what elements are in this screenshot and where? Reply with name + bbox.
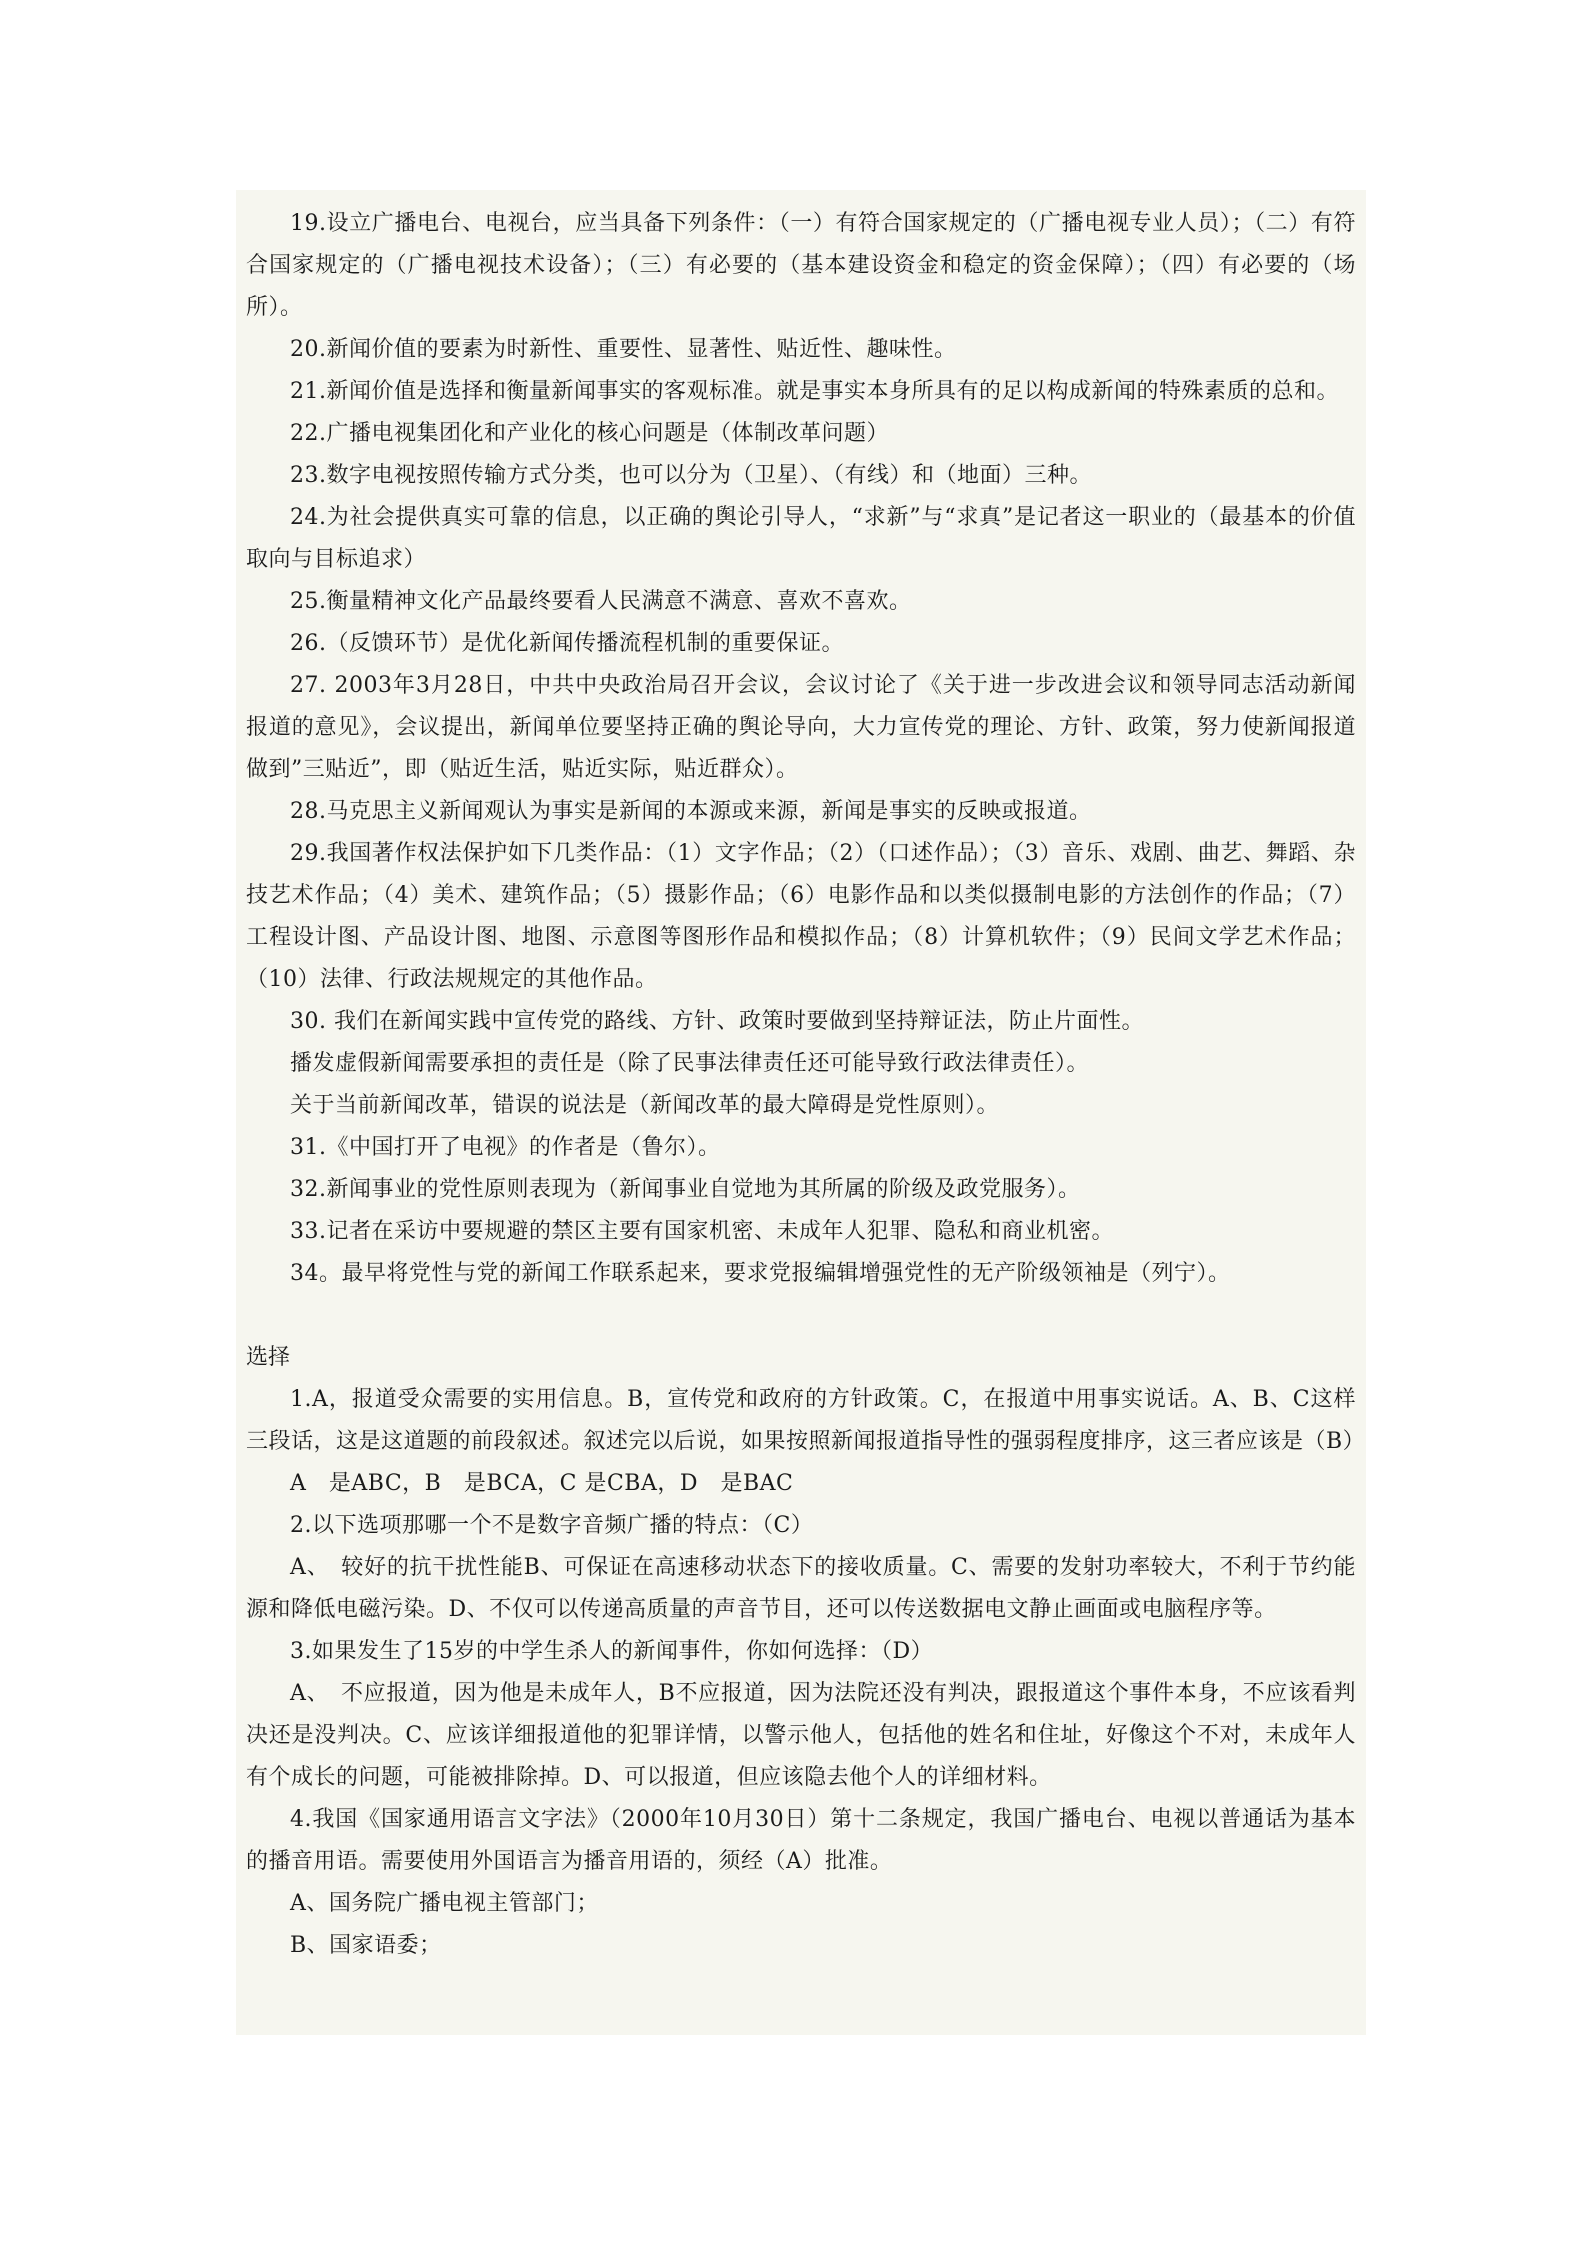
item-31: 31.《中国打开了电视》的作者是（鲁尔）。 [290,1135,721,1160]
item-29: 29.我国著作权法保护如下几类作品：（1）文字作品；（2）（口述作品）；（3）音乐、戏剧、曲艺、舞蹈、杂技艺术作品；（4）美术、建筑作品；（5）摄影作品；（6）电影作品和以类似摄制电影的方法创作的作品；（7）工程设计图、产品设计图、地图、示意图等图形作品和模拟作品；（8）计算机软件；（9）民间文学艺术作品；（10）法律、行政法规规定的其他作品。 [246,841,1356,992]
choice-3-question: 3.如果发生了15岁的中学生杀人的新闻事件，你如何选择：（D） [290,1639,934,1664]
choice-1-options: A 是ABC，B 是BCA，C 是CBA，D 是BAC [290,1471,794,1496]
item-24: 24.为社会提供真实可靠的信息，以正确的舆论引导人，“求新”与“求真”是记者这一职业的（最基本的价值取向与目标追求） [246,505,1356,572]
section-title-choice: 选择 [246,1345,291,1370]
choice-4-option-b: B、国家语委； [290,1933,442,1958]
choice-4-option-a: A、国务院广播电视主管部门； [290,1891,599,1916]
item-34: 34。最早将党性与党的新闻工作联系起来，要求党报编辑增强党性的无产阶级领袖是（列宁）。 [290,1261,1231,1286]
item-30-note-2: 关于当前新闻改革，错误的说法是（新闻改革的最大障碍是党性原则）。 [290,1093,1000,1118]
choice-2-question: 2.以下选项那哪一个不是数字音频广播的特点：（C） [290,1513,814,1538]
item-32: 32.新闻事业的党性原则表现为（新闻事业自觉地为其所属的阶级及政党服务）。 [290,1177,1081,1202]
item-19: 19.设立广播电台、电视台，应当具备下列条件：（一）有符合国家规定的（广播电视专业人员）；（二）有符合国家规定的（广播电视技术设备）；（三）有必要的（基本建设资金和稳定的资金保障）；（四）有必要的（场所）。 [246,211,1356,320]
item-30: 30. 我们在新闻实践中宣传党的路线、方针、政策时要做到坚持辩证法，防止片面性。 [290,1009,1144,1034]
item-23: 23.数字电视按照传输方式分类，也可以分为（卫星）、（有线）和（地面）三种。 [290,463,1092,488]
item-30-note-1: 播发虚假新闻需要承担的责任是（除了民事法律责任还可能导致行政法律责任）。 [290,1051,1090,1076]
choice-3-options: A、 不应报道，因为他是未成年人，B不应报道，因为法院还没有判决，跟报道这个事件本身，不应该看判决还是没判决。C、应该详细报道他的犯罪详情，以警示他人，包括他的姓名和住址，好像这个不对，未成年人有个成长的问题，可能被排除掉。D、可以报道，但应该隐去他个人的详细材料。 [246,1681,1356,1790]
item-26: 26.（反馈环节）是优化新闻传播流程机制的重要保证。 [290,631,844,656]
item-21: 21.新闻价值是选择和衡量新闻事实的客观标准。就是事实本身所具有的足以构成新闻的特殊素质的总和。 [290,379,1339,404]
item-27: 27. 2003年3月28日，中共中央政治局召开会议，会议讨论了《关于进一步改进会议和领导同志活动新闻报道的意见》，会议提出，新闻单位要坚持正确的舆论导向，大力宣传党的理论、方针、政策，努力使新闻报道做到”三贴近”，即（贴近生活，贴近实际，贴近群众）。 [246,673,1356,782]
item-20: 20.新闻价值的要素为时新性、重要性、显著性、贴近性、趣味性。 [290,337,957,362]
choice-4-question: 4.我国《国家通用语言文字法》（2000年10月30日）第十二条规定，我国广播电台、电视以普通话为基本的播音用语。需要使用外国语言为播音用语的，须经（A）批准。 [246,1807,1356,1874]
document-body [246,203,1366,1967]
choice-1-question: 1.A，报道受众需要的实用信息。B，宣传党和政府的方针政策。C，在报道中用事实说话。A、B、C这样三段话，这是这道题的前段叙述。叙述完以后说，如果按照新闻报道指导性的强弱程度排序，这三者应该是（B） [246,1387,1366,1454]
item-28: 28.马克思主义新闻观认为事实是新闻的本源或来源，新闻是事实的反映或报道。 [290,799,1092,824]
item-25: 25.衡量精神文化产品最终要看人民满意不满意、喜欢不喜欢。 [290,589,912,614]
choice-2-options: A、 较好的抗干扰性能B、可保证在高速移动状态下的接收质量。C、需要的发射功率较大，不利于节约能源和降低电磁污染。D、不仅可以传递高质量的声音节目，还可以传送数据电文静止画面或电脑程序等。 [246,1555,1356,1622]
item-33: 33.记者在采访中要规避的禁区主要有国家机密、未成年人犯罪、隐私和商业机密。 [290,1219,1114,1244]
item-22: 22.广播电视集团化和产业化的核心问题是（体制改革问题） [290,421,889,446]
